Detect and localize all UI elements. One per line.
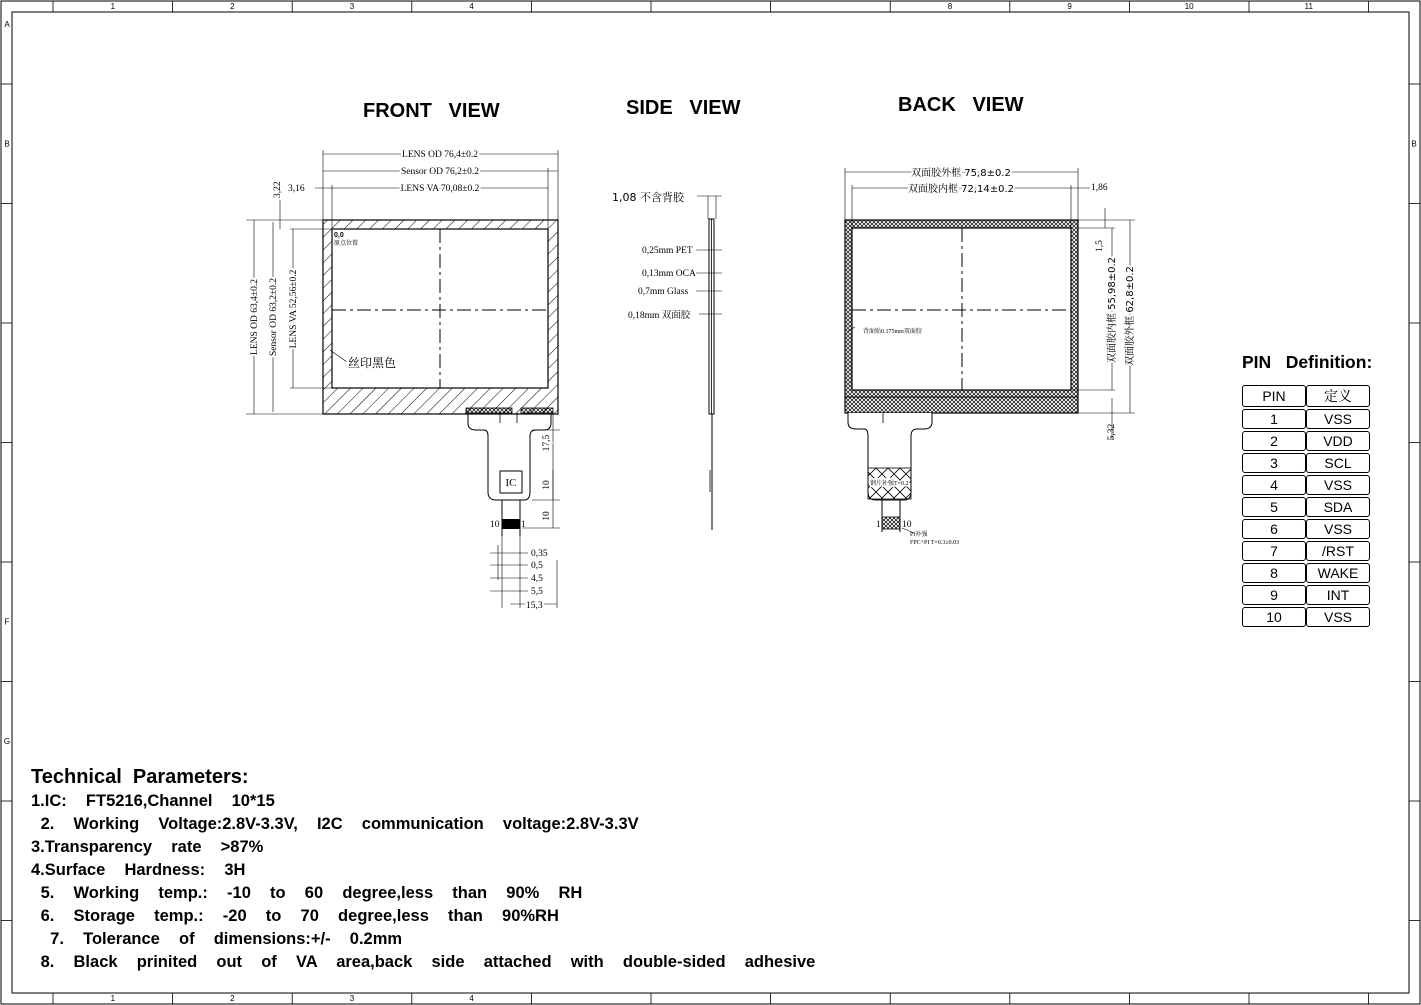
- dim-tape-outer-width: 双面胶外框 75,8±0.2: [911, 168, 1011, 179]
- stiffener-note: 钢片补强T=0.2: [870, 481, 909, 487]
- frame-col-label: 8: [947, 2, 953, 11]
- frame-col-label: 1: [110, 2, 116, 11]
- table-row: [1242, 409, 1370, 429]
- dim-offset-x: 3,16: [288, 184, 305, 194]
- tech-item-voltage: 2. Working Voltage:2.8V-3.3V, I2C communication voltage:2.8V-3.3V: [31, 815, 639, 833]
- dim-pitch-3: 4,5: [531, 574, 543, 584]
- frame-row-label: A: [4, 20, 10, 29]
- pin-signal: WAKE: [1306, 563, 1370, 583]
- pin-signal: VSS: [1306, 607, 1370, 627]
- side-view-title: SIDE VIEW: [626, 97, 741, 119]
- pin-number: 1: [1242, 409, 1306, 429]
- dim-tape-inner-width: 双面胶内框 72,14±0.2: [907, 184, 1015, 195]
- dim-lens-va-height: LENS VA 52,56±0.2: [289, 269, 299, 349]
- side-view: [696, 196, 722, 530]
- table-row: [1242, 607, 1370, 627]
- tech-item-storage-temp: 6. Storage temp.: -20 to 70 degree,less than 90%RH: [31, 907, 559, 925]
- ic-label: IC: [505, 477, 517, 489]
- silk-black-label: 丝印黑色: [348, 356, 397, 370]
- pin-signal: VSS: [1306, 519, 1370, 539]
- table-row: [1242, 431, 1370, 451]
- origin-label: 0,0: [334, 232, 344, 239]
- frame-col-label: 2: [230, 2, 235, 11]
- table-row: [1242, 519, 1370, 539]
- frame-row-label: F: [4, 617, 10, 627]
- table-row: [1242, 541, 1370, 561]
- back-view-title: BACK VIEW: [898, 94, 1024, 116]
- pin-number: 6: [1242, 519, 1306, 539]
- side-total-thickness: 1,08 不含背胶: [612, 191, 684, 204]
- back-pin-first-label: 1: [876, 520, 881, 530]
- tech-item-tolerance: 7. Tolerance of dimensions:+/- 0.2mm: [31, 930, 403, 948]
- tech-item-black-print: 8. Black prinited out of VA area,back side attached with double-sided adhesive: [31, 953, 816, 971]
- pin-signal: SCL: [1306, 453, 1370, 473]
- pin-signal: SDA: [1306, 497, 1370, 517]
- dim-lens-od-height: LENS OD 63,4±0.2: [250, 279, 260, 355]
- frame-col-label: 1: [110, 994, 116, 1003]
- pin-last-label: 1: [521, 520, 526, 530]
- tech-item-working-temp: 5. Working temp.: -10 to 60 degree,less than 90% RH: [31, 884, 583, 902]
- side-oca-layer: 0,13mm OCA: [642, 269, 696, 279]
- pin-header-cell: 定义: [1306, 385, 1370, 407]
- dim-fpc-length: 17,5: [542, 434, 552, 452]
- side-tape-layer: 0,18mm 双面胶: [628, 311, 691, 321]
- dim-offset-y: 3,22: [273, 181, 283, 198]
- tech-item-hardness: 4.Surface Hardness: 3H: [31, 861, 246, 879]
- dim-pitch-2: 0,5: [531, 561, 543, 571]
- tech-item-transparency: 3.Transparency rate >87%: [31, 838, 264, 856]
- front-view: [246, 150, 560, 608]
- dim-lens-od-width: LENS OD 76,4±0.2: [402, 150, 478, 160]
- fpc-thickness-note: FPC+PI T=0.3±0.03: [910, 540, 960, 546]
- pin-signal: /RST: [1306, 541, 1370, 561]
- frame-col-label: 4: [469, 2, 474, 11]
- back-pin-last-label: 10: [902, 520, 912, 530]
- dim-edge-top: 1,5: [1095, 240, 1105, 252]
- dim-tape-inner-height: 双面胶内框 55,98±0.2: [1107, 256, 1118, 364]
- back-tape-note: 背面贴0.175mm双面胶: [863, 329, 922, 335]
- dim-sensor-od-width: Sensor OD 76,2±0.2: [400, 167, 480, 177]
- pin-number: 7: [1242, 541, 1306, 561]
- side-glass-layer: 0,7mm Glass: [638, 287, 689, 297]
- pin-definition-title: PIN Definition:: [1242, 352, 1373, 372]
- side-view-labels: [612, 190, 696, 321]
- pi-stiffener-note: PI补强: [910, 532, 928, 538]
- table-row: [1242, 563, 1370, 583]
- pin-number: 2: [1242, 431, 1306, 451]
- front-view-title: FRONT VIEW: [363, 100, 500, 122]
- pin-number: 9: [1242, 585, 1306, 605]
- pin-signal: VSS: [1306, 475, 1370, 495]
- origin-note: 原点位置: [334, 241, 359, 247]
- dim-sensor-od-height: Sensor OD 63,2±0.2: [269, 277, 279, 357]
- dim-pitch-4: 5,5: [531, 587, 543, 597]
- back-view: [845, 168, 1135, 533]
- table-row: [1242, 497, 1370, 517]
- pin-header-cell: PIN: [1242, 385, 1306, 407]
- tech-item-ic: 1.IC: FT5216,Channel 10*15: [31, 792, 275, 810]
- pin-signal: INT: [1306, 585, 1370, 605]
- dim-pitch-1: 0,35: [531, 549, 548, 559]
- technical-parameters-title: Technical Parameters:: [31, 766, 249, 788]
- frame-row-label: B: [4, 139, 10, 149]
- pin-number: 4: [1242, 475, 1306, 495]
- table-row: [1242, 475, 1370, 495]
- frame-col-label: 4: [469, 994, 474, 1003]
- pin-number: 10: [1242, 607, 1306, 627]
- pin-table: [1242, 383, 1370, 629]
- dim-fpc-seg2: 10: [542, 511, 552, 521]
- frame-col-label: 2: [230, 994, 235, 1003]
- side-pet-layer: 0,25mm PET: [642, 246, 693, 256]
- pin-signal: VDD: [1306, 431, 1370, 451]
- pin-number: 3: [1242, 453, 1306, 473]
- pin-table-header: [1242, 385, 1370, 407]
- frame-col-label: 3: [349, 2, 355, 11]
- dim-tape-outer-height: 双面胶外框 62,8±0.2: [1125, 266, 1136, 366]
- frame-col-label: 3: [349, 994, 355, 1003]
- dim-edge-bottom: 5,32: [1107, 423, 1117, 441]
- frame-col-label: 9: [1067, 2, 1072, 11]
- pin-number: 8: [1242, 563, 1306, 583]
- pin-first-label: 10: [490, 520, 500, 530]
- technical-parameters: [31, 766, 931, 974]
- frame-row-label: G: [3, 737, 11, 746]
- frame-col-label: 11: [1304, 2, 1313, 11]
- dim-lens-va-width: LENS VA 70,08±0.2: [400, 184, 480, 194]
- dim-fpc-seg1: 10: [542, 480, 552, 490]
- table-row: [1242, 585, 1370, 605]
- pin-signal: VSS: [1306, 409, 1370, 429]
- frame-row-label: B: [1411, 139, 1417, 149]
- table-row: [1242, 453, 1370, 473]
- dim-edge-width: 1,86: [1091, 183, 1108, 193]
- pin-number: 5: [1242, 497, 1306, 517]
- frame-col-label: 10: [1184, 2, 1194, 11]
- dim-pitch-5: 15,3: [526, 601, 543, 611]
- pin-definition: [1242, 352, 1382, 629]
